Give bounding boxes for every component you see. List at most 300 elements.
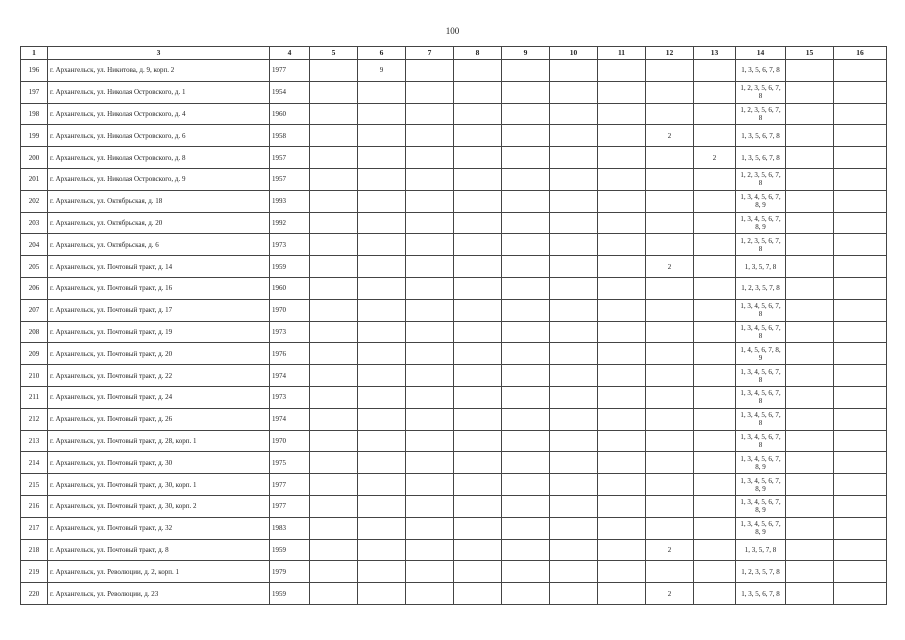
row-number: 215 xyxy=(21,474,48,496)
year-cell: 1957 xyxy=(270,147,310,169)
col6-cell xyxy=(358,256,406,278)
column-header-6: 6 xyxy=(358,47,406,60)
col7-cell xyxy=(406,474,454,496)
col10-cell xyxy=(550,430,598,452)
table-row xyxy=(21,539,887,561)
col12-cell xyxy=(646,517,694,539)
col16-cell xyxy=(834,60,887,82)
address-cell: г. Архангельск, ул. Почтовый тракт, д. 32 xyxy=(48,517,270,539)
col14-cell: 1, 2, 3, 5, 7, 8 xyxy=(736,561,786,583)
col7-cell xyxy=(406,299,454,321)
col13-cell xyxy=(694,365,736,387)
column-header-1: 1 xyxy=(21,47,48,60)
col13-cell xyxy=(694,386,736,408)
address-cell: г. Архангельск, ул. Почтовый тракт, д. 20 xyxy=(48,343,270,365)
col11-cell xyxy=(598,474,646,496)
year-cell: 1959 xyxy=(270,583,310,605)
col6-cell xyxy=(358,561,406,583)
address-cell: г. Архангельск, ул. Почтовый тракт, д. 14 xyxy=(48,256,270,278)
col7-cell xyxy=(406,103,454,125)
col10-cell xyxy=(550,125,598,147)
col12-cell xyxy=(646,386,694,408)
year-cell: 1975 xyxy=(270,452,310,474)
column-header-16: 16 xyxy=(834,47,887,60)
col9-cell xyxy=(502,430,550,452)
col5-cell xyxy=(310,474,358,496)
column-header-3: 3 xyxy=(48,47,270,60)
year-cell: 1974 xyxy=(270,408,310,430)
col11-cell xyxy=(598,147,646,169)
col8-cell xyxy=(454,430,502,452)
col10-cell xyxy=(550,277,598,299)
row-number: 214 xyxy=(21,452,48,474)
col9-cell xyxy=(502,256,550,278)
table-row xyxy=(21,321,887,343)
col14-cell: 1, 3, 4, 5, 6, 7, 8, 9 xyxy=(736,495,786,517)
address-cell: г. Архангельск, ул. Почтовый тракт, д. 30, корп. 1 xyxy=(48,474,270,496)
col15-cell xyxy=(786,539,834,561)
col12-cell xyxy=(646,234,694,256)
address-cell: г. Архангельск, ул. Никитова, д. 9, корп. 2 xyxy=(48,60,270,82)
column-header-5: 5 xyxy=(310,47,358,60)
col5-cell xyxy=(310,430,358,452)
table-row xyxy=(21,474,887,496)
col10-cell xyxy=(550,190,598,212)
col8-cell xyxy=(454,103,502,125)
col14-cell: 1, 3, 5, 6, 7, 8 xyxy=(736,125,786,147)
col10-cell xyxy=(550,517,598,539)
address-cell: г. Архангельск, ул. Николая Островского, д. 1 xyxy=(48,81,270,103)
col8-cell xyxy=(454,299,502,321)
col8-cell xyxy=(454,147,502,169)
col5-cell xyxy=(310,103,358,125)
year-cell: 1977 xyxy=(270,60,310,82)
col9-cell xyxy=(502,408,550,430)
col15-cell xyxy=(786,495,834,517)
col9-cell xyxy=(502,147,550,169)
col14-cell: 1, 3, 4, 5, 6, 7, 8, 9 xyxy=(736,190,786,212)
table-row xyxy=(21,495,887,517)
col11-cell xyxy=(598,321,646,343)
year-cell: 1979 xyxy=(270,561,310,583)
col7-cell xyxy=(406,386,454,408)
col14-cell: 1, 3, 4, 5, 6, 7, 8 xyxy=(736,430,786,452)
col12-cell xyxy=(646,474,694,496)
col11-cell xyxy=(598,256,646,278)
col9-cell xyxy=(502,583,550,605)
col13-cell xyxy=(694,81,736,103)
table-row xyxy=(21,517,887,539)
row-number: 210 xyxy=(21,365,48,387)
col7-cell xyxy=(406,147,454,169)
col15-cell xyxy=(786,125,834,147)
col16-cell xyxy=(834,430,887,452)
col5-cell xyxy=(310,386,358,408)
column-header-7: 7 xyxy=(406,47,454,60)
col13-cell xyxy=(694,452,736,474)
address-cell: г. Архангельск, ул. Октябрьская, д. 6 xyxy=(48,234,270,256)
col12-cell xyxy=(646,452,694,474)
row-number: 202 xyxy=(21,190,48,212)
buildings-table xyxy=(20,46,887,605)
col6-cell xyxy=(358,212,406,234)
col7-cell xyxy=(406,168,454,190)
col12-cell: 2 xyxy=(646,125,694,147)
col10-cell xyxy=(550,256,598,278)
col9-cell xyxy=(502,539,550,561)
col13-cell xyxy=(694,495,736,517)
col14-cell: 1, 3, 4, 5, 6, 7, 8, 9 xyxy=(736,452,786,474)
col11-cell xyxy=(598,452,646,474)
col6-cell xyxy=(358,321,406,343)
col12-cell xyxy=(646,299,694,321)
col15-cell xyxy=(786,190,834,212)
address-cell: г. Архангельск, ул. Почтовый тракт, д. 8 xyxy=(48,539,270,561)
col15-cell xyxy=(786,60,834,82)
col9-cell xyxy=(502,343,550,365)
col8-cell xyxy=(454,474,502,496)
address-cell: г. Архангельск, ул. Почтовый тракт, д. 22 xyxy=(48,365,270,387)
address-cell: г. Архангельск, ул. Почтовый тракт, д. 28, корп. 1 xyxy=(48,430,270,452)
col14-cell: 1, 3, 4, 5, 6, 7, 8, 9 xyxy=(736,474,786,496)
col7-cell xyxy=(406,583,454,605)
col8-cell xyxy=(454,561,502,583)
col12-cell xyxy=(646,365,694,387)
col6-cell xyxy=(358,583,406,605)
col5-cell xyxy=(310,343,358,365)
col10-cell xyxy=(550,343,598,365)
table-row xyxy=(21,190,887,212)
col6-cell xyxy=(358,125,406,147)
col12-cell: 2 xyxy=(646,539,694,561)
col10-cell xyxy=(550,561,598,583)
col6-cell xyxy=(358,277,406,299)
col15-cell xyxy=(786,212,834,234)
col12-cell xyxy=(646,147,694,169)
col5-cell xyxy=(310,277,358,299)
col11-cell xyxy=(598,103,646,125)
row-number: 205 xyxy=(21,256,48,278)
row-number: 201 xyxy=(21,168,48,190)
col14-cell: 1, 3, 4, 5, 6, 7, 8 xyxy=(736,299,786,321)
col15-cell xyxy=(786,168,834,190)
col13-cell xyxy=(694,277,736,299)
col11-cell xyxy=(598,299,646,321)
col12-cell xyxy=(646,212,694,234)
address-cell: г. Архангельск, ул. Революции, д. 23 xyxy=(48,583,270,605)
address-cell: г. Архангельск, ул. Николая Островского, д. 4 xyxy=(48,103,270,125)
col8-cell xyxy=(454,452,502,474)
col6-cell xyxy=(358,474,406,496)
table-row xyxy=(21,277,887,299)
col16-cell xyxy=(834,147,887,169)
col9-cell xyxy=(502,517,550,539)
col9-cell xyxy=(502,212,550,234)
col11-cell xyxy=(598,60,646,82)
col12-cell xyxy=(646,495,694,517)
col10-cell xyxy=(550,147,598,169)
col11-cell xyxy=(598,408,646,430)
col11-cell xyxy=(598,234,646,256)
col7-cell xyxy=(406,561,454,583)
col15-cell xyxy=(786,474,834,496)
col12-cell: 2 xyxy=(646,256,694,278)
col12-cell xyxy=(646,408,694,430)
col7-cell xyxy=(406,60,454,82)
col7-cell xyxy=(406,125,454,147)
row-number: 204 xyxy=(21,234,48,256)
col6-cell xyxy=(358,452,406,474)
col8-cell xyxy=(454,539,502,561)
year-cell: 1970 xyxy=(270,430,310,452)
row-number: 212 xyxy=(21,408,48,430)
col15-cell xyxy=(786,561,834,583)
col12-cell: 2 xyxy=(646,583,694,605)
col14-cell: 1, 4, 5, 6, 7, 8, 9 xyxy=(736,343,786,365)
col6-cell xyxy=(358,408,406,430)
col15-cell xyxy=(786,430,834,452)
col16-cell xyxy=(834,277,887,299)
col16-cell xyxy=(834,365,887,387)
column-header-13: 13 xyxy=(694,47,736,60)
col6-cell xyxy=(358,495,406,517)
year-cell: 1960 xyxy=(270,277,310,299)
col9-cell xyxy=(502,299,550,321)
col12-cell xyxy=(646,103,694,125)
col12-cell xyxy=(646,60,694,82)
col13-cell xyxy=(694,561,736,583)
col16-cell xyxy=(834,495,887,517)
column-header-10: 10 xyxy=(550,47,598,60)
col14-cell: 1, 3, 5, 7, 8 xyxy=(736,256,786,278)
col9-cell xyxy=(502,365,550,387)
col16-cell xyxy=(834,539,887,561)
col15-cell xyxy=(786,256,834,278)
table-row xyxy=(21,81,887,103)
col14-cell: 1, 3, 5, 7, 8 xyxy=(736,539,786,561)
col15-cell xyxy=(786,517,834,539)
col10-cell xyxy=(550,321,598,343)
col7-cell xyxy=(406,495,454,517)
col5-cell xyxy=(310,517,358,539)
col16-cell xyxy=(834,81,887,103)
row-number: 220 xyxy=(21,583,48,605)
col14-cell: 1, 3, 4, 5, 6, 7, 8 xyxy=(736,365,786,387)
col7-cell xyxy=(406,343,454,365)
col13-cell xyxy=(694,517,736,539)
col7-cell xyxy=(406,517,454,539)
col10-cell xyxy=(550,60,598,82)
year-cell: 1960 xyxy=(270,103,310,125)
col13-cell xyxy=(694,474,736,496)
col13-cell xyxy=(694,321,736,343)
col8-cell xyxy=(454,190,502,212)
col11-cell xyxy=(598,561,646,583)
col7-cell xyxy=(406,408,454,430)
col5-cell xyxy=(310,212,358,234)
address-cell: г. Архангельск, ул. Николая Островского, д. 9 xyxy=(48,168,270,190)
col16-cell xyxy=(834,103,887,125)
col6-cell xyxy=(358,430,406,452)
col5-cell xyxy=(310,256,358,278)
col8-cell xyxy=(454,81,502,103)
col11-cell xyxy=(598,583,646,605)
col10-cell xyxy=(550,299,598,321)
col16-cell xyxy=(834,299,887,321)
year-cell: 1959 xyxy=(270,539,310,561)
col10-cell xyxy=(550,583,598,605)
col10-cell xyxy=(550,408,598,430)
col5-cell xyxy=(310,539,358,561)
col11-cell xyxy=(598,365,646,387)
col8-cell xyxy=(454,256,502,278)
year-cell: 1973 xyxy=(270,234,310,256)
col7-cell xyxy=(406,277,454,299)
address-cell: г. Архангельск, ул. Почтовый тракт, д. 30, корп. 2 xyxy=(48,495,270,517)
col10-cell xyxy=(550,452,598,474)
col16-cell xyxy=(834,190,887,212)
col13-cell xyxy=(694,256,736,278)
col8-cell xyxy=(454,321,502,343)
col11-cell xyxy=(598,386,646,408)
col7-cell xyxy=(406,539,454,561)
col16-cell xyxy=(834,234,887,256)
col5-cell xyxy=(310,321,358,343)
col16-cell xyxy=(834,212,887,234)
column-header-11: 11 xyxy=(598,47,646,60)
col11-cell xyxy=(598,81,646,103)
address-cell: г. Архангельск, ул. Почтовый тракт, д. 16 xyxy=(48,277,270,299)
row-number: 217 xyxy=(21,517,48,539)
col8-cell xyxy=(454,60,502,82)
table-row xyxy=(21,365,887,387)
col5-cell xyxy=(310,147,358,169)
col7-cell xyxy=(406,81,454,103)
col9-cell xyxy=(502,495,550,517)
table-row xyxy=(21,103,887,125)
col14-cell: 1, 2, 3, 5, 6, 7, 8 xyxy=(736,81,786,103)
page-number: 100 xyxy=(445,26,460,36)
col13-cell xyxy=(694,60,736,82)
year-cell: 1977 xyxy=(270,474,310,496)
col13-cell xyxy=(694,168,736,190)
row-number: 211 xyxy=(21,386,48,408)
col12-cell xyxy=(646,321,694,343)
address-cell: г. Архангельск, ул. Октябрьская, д. 18 xyxy=(48,190,270,212)
table-row xyxy=(21,561,887,583)
address-cell: г. Архангельск, ул. Революции, д. 2, корп. 1 xyxy=(48,561,270,583)
col11-cell xyxy=(598,277,646,299)
row-number: 219 xyxy=(21,561,48,583)
address-cell: г. Архангельск, ул. Почтовый тракт, д. 24 xyxy=(48,386,270,408)
table-row xyxy=(21,147,887,169)
col14-cell: 1, 2, 3, 5, 6, 7, 8 xyxy=(736,103,786,125)
col10-cell xyxy=(550,81,598,103)
col9-cell xyxy=(502,321,550,343)
col6-cell xyxy=(358,81,406,103)
table-header xyxy=(21,47,887,60)
col9-cell xyxy=(502,561,550,583)
col15-cell xyxy=(786,299,834,321)
col14-cell: 1, 3, 4, 5, 6, 7, 8, 9 xyxy=(736,212,786,234)
col8-cell xyxy=(454,212,502,234)
col16-cell xyxy=(834,408,887,430)
col12-cell xyxy=(646,343,694,365)
column-header-15: 15 xyxy=(786,47,834,60)
col11-cell xyxy=(598,539,646,561)
col5-cell xyxy=(310,60,358,82)
row-number: 198 xyxy=(21,103,48,125)
col8-cell xyxy=(454,517,502,539)
col5-cell xyxy=(310,561,358,583)
row-number: 206 xyxy=(21,277,48,299)
col13-cell xyxy=(694,539,736,561)
col10-cell xyxy=(550,539,598,561)
col9-cell xyxy=(502,103,550,125)
col5-cell xyxy=(310,495,358,517)
col13-cell xyxy=(694,234,736,256)
col15-cell xyxy=(786,321,834,343)
col15-cell xyxy=(786,343,834,365)
year-cell: 1970 xyxy=(270,299,310,321)
col11-cell xyxy=(598,125,646,147)
col8-cell xyxy=(454,125,502,147)
col9-cell xyxy=(502,168,550,190)
col15-cell xyxy=(786,147,834,169)
address-cell: г. Архангельск, ул. Почтовый тракт, д. 26 xyxy=(48,408,270,430)
col12-cell xyxy=(646,168,694,190)
col10-cell xyxy=(550,386,598,408)
col6-cell xyxy=(358,147,406,169)
row-number: 203 xyxy=(21,212,48,234)
col16-cell xyxy=(834,343,887,365)
col11-cell xyxy=(598,190,646,212)
col7-cell xyxy=(406,430,454,452)
col7-cell xyxy=(406,365,454,387)
col9-cell xyxy=(502,234,550,256)
col12-cell xyxy=(646,81,694,103)
col15-cell xyxy=(786,583,834,605)
col14-cell: 1, 3, 4, 5, 6, 7, 8 xyxy=(736,386,786,408)
col7-cell xyxy=(406,452,454,474)
year-cell: 1976 xyxy=(270,343,310,365)
year-cell: 1973 xyxy=(270,321,310,343)
col11-cell xyxy=(598,168,646,190)
col10-cell xyxy=(550,474,598,496)
col13-cell xyxy=(694,212,736,234)
address-cell: г. Архангельск, ул. Почтовый тракт, д. 17 xyxy=(48,299,270,321)
col5-cell xyxy=(310,452,358,474)
col13-cell xyxy=(694,299,736,321)
col13-cell xyxy=(694,103,736,125)
col16-cell xyxy=(834,561,887,583)
row-number: 199 xyxy=(21,125,48,147)
col7-cell xyxy=(406,321,454,343)
year-cell: 1977 xyxy=(270,495,310,517)
col9-cell xyxy=(502,452,550,474)
table-row xyxy=(21,212,887,234)
row-number: 213 xyxy=(21,430,48,452)
row-number: 216 xyxy=(21,495,48,517)
col16-cell xyxy=(834,168,887,190)
col8-cell xyxy=(454,408,502,430)
col6-cell xyxy=(358,365,406,387)
table-row xyxy=(21,386,887,408)
year-cell: 1993 xyxy=(270,190,310,212)
column-header-14: 14 xyxy=(736,47,786,60)
col7-cell xyxy=(406,190,454,212)
col5-cell xyxy=(310,408,358,430)
